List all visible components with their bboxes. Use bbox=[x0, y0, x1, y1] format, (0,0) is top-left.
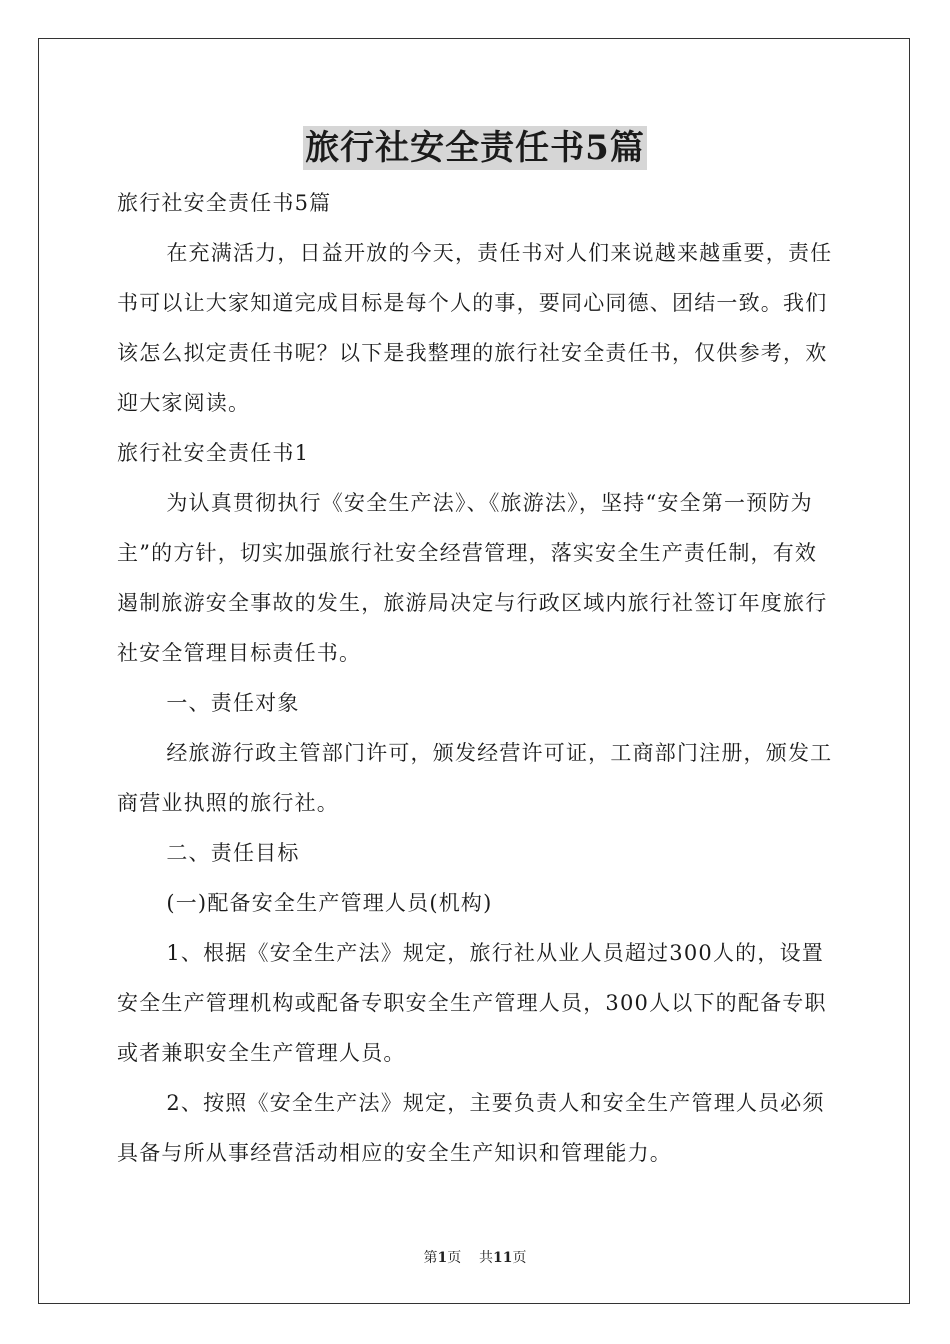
paragraph-purpose: 为认真贯彻执行《安全生产法》、《旅游法》，坚持“安全第一预防为主”的方针，切实加强旅行社安全经营管理，落实安全生产责任制，有效遏制旅游安全事故的发生，旅游局决定与行政区域内旅行社签订年度旅行社安全管理目标责任书。 bbox=[117, 491, 828, 665]
paragraph-subtitle: 旅行社安全责任书5篇 bbox=[117, 191, 332, 215]
total-prefix: 共 bbox=[479, 1250, 494, 1266]
total-suffix: 页 bbox=[512, 1250, 527, 1266]
paragraph-item-2: 2、按照《安全生产法》规定，主要负责人和安全生产管理人员必须具备与所从事经营活动相应的安全生产知识和管理能力。 bbox=[117, 1091, 825, 1165]
paragraph-intro: 在充满活力，日益开放的今天，责任书对人们来说越来越重要，责任书可以让大家知道完成目标是每个人的事，要同心同德、团结一致。我们该怎么拟定责任书呢？以下是我整理的旅行社安全责任书，仅供参考，欢迎大家阅读。 bbox=[117, 241, 833, 415]
page-footer bbox=[0, 1247, 950, 1267]
paragraph-target-scope: 经旅游行政主管部门许可，颁发经营许可证，工商部门注册，颁发工商营业执照的旅行社。 bbox=[117, 741, 833, 815]
heading-responsibility-target: 一、责任对象 bbox=[166, 691, 300, 715]
total-pages: 11 bbox=[493, 1250, 513, 1266]
document-body bbox=[117, 178, 833, 1178]
paragraph-item-1: 1、根据《安全生产法》规定，旅行社从业人员超过300人的，设置安全生产管理机构或配备专职安全生产管理人员，300人以下的配备专职或者兼职安全生产管理人员。 bbox=[117, 941, 827, 1065]
section-heading-1: 旅行社安全责任书1 bbox=[117, 441, 310, 465]
subheading-staffing: (一)配备安全生产管理人员(机构) bbox=[166, 891, 493, 915]
page-number: 1 bbox=[437, 1250, 448, 1266]
document-title: 旅行社安全责任书5篇 bbox=[305, 128, 645, 168]
page-prefix: 第 bbox=[423, 1250, 438, 1266]
title-container bbox=[0, 126, 950, 170]
heading-responsibility-goal: 二、责任目标 bbox=[166, 841, 300, 865]
page-suffix: 页 bbox=[447, 1250, 462, 1266]
